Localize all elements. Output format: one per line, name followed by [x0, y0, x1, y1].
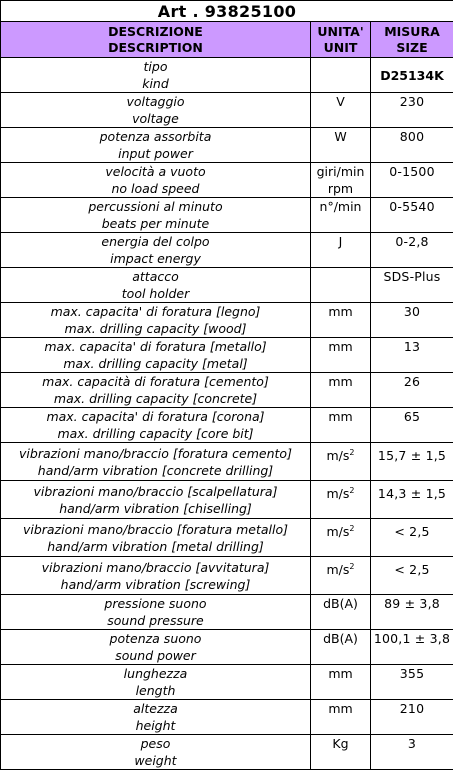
table-row	[1, 665, 453, 700]
value-text: 0-1500	[371, 163, 453, 180]
unit-value	[311, 523, 370, 540]
header-description-it: DESCRIZIONE	[1, 24, 310, 40]
unit-text: J	[339, 234, 343, 249]
description-it: max. capacita' di foratura [corona]	[1, 408, 310, 425]
description-en: hand/arm vibration [chiselling]	[1, 500, 310, 517]
unit-value	[311, 303, 370, 320]
value-text: 210	[371, 700, 453, 717]
description-it: max. capacita' di foratura [legno]	[1, 303, 310, 320]
value-text: 0-5540	[371, 198, 453, 215]
unit-text: mm	[328, 339, 352, 354]
unit-text: mm	[328, 374, 352, 389]
unit-value	[311, 595, 370, 612]
table-row	[1, 233, 453, 268]
unit-cell	[311, 303, 371, 338]
value-cell	[371, 128, 453, 163]
table-row	[1, 735, 453, 770]
unit-value	[311, 700, 370, 717]
header-description-en: DESCRIPTION	[1, 40, 310, 56]
article-title: Art . 93825100	[1, 1, 453, 22]
table-row	[1, 163, 453, 198]
description-it: pressione suono	[1, 595, 310, 612]
description-en: no load speed	[1, 180, 310, 197]
description-cell	[1, 665, 311, 700]
header-unit	[311, 22, 371, 58]
unit-cell	[311, 700, 371, 735]
description-en: kind	[1, 75, 310, 92]
unit-cell	[311, 268, 371, 303]
description-en: length	[1, 682, 310, 699]
description-cell	[1, 93, 311, 128]
unit-text: m/s	[327, 524, 350, 539]
unit-text: m/s	[327, 562, 350, 577]
title-row	[1, 1, 453, 22]
value-cell	[371, 163, 453, 198]
unit-value	[311, 735, 370, 752]
value-cell	[371, 735, 453, 770]
description-cell	[1, 519, 311, 557]
value-text: 230	[371, 93, 453, 110]
header-size	[371, 22, 453, 58]
unit-value	[311, 485, 370, 502]
description-en: input power	[1, 145, 310, 162]
value-cell	[371, 443, 453, 481]
description-it: potenza suono	[1, 630, 310, 647]
table-row	[1, 595, 453, 630]
value-text: 26	[371, 373, 453, 390]
description-cell	[1, 303, 311, 338]
description-en: hand/arm vibration [metal drilling]	[1, 538, 310, 555]
description-cell	[1, 735, 311, 770]
description-cell	[1, 268, 311, 303]
unit-cell	[311, 595, 371, 630]
description-cell	[1, 163, 311, 198]
description-it: altezza	[1, 700, 310, 717]
description-cell	[1, 630, 311, 665]
description-en: impact energy	[1, 250, 310, 267]
unit-value	[311, 373, 370, 390]
header-unit-it: UNITA'	[311, 24, 370, 40]
unit-text: m/s	[327, 486, 350, 501]
value-text: 0-2,8	[371, 233, 453, 250]
description-it: voltaggio	[1, 93, 310, 110]
description-en: beats per minute	[1, 215, 310, 232]
unit-text: dB(A)	[323, 631, 358, 646]
value-text: < 2,5	[371, 523, 453, 540]
unit-value	[311, 561, 370, 578]
unit-value	[311, 338, 370, 355]
value-text: 14,3 ± 1,5	[371, 485, 453, 502]
description-cell	[1, 481, 311, 519]
description-en: sound power	[1, 647, 310, 664]
description-cell	[1, 338, 311, 373]
header-unit-en: UNIT	[311, 40, 370, 56]
value-cell	[371, 595, 453, 630]
table-row	[1, 557, 453, 595]
unit-value	[311, 630, 370, 647]
unit-cell	[311, 233, 371, 268]
unit-value	[311, 198, 370, 215]
unit-cell	[311, 519, 371, 557]
table-row	[1, 700, 453, 735]
value-text: 89 ± 3,8	[371, 595, 453, 612]
unit-text: giri/min	[317, 164, 365, 179]
unit-cell	[311, 338, 371, 373]
value-cell	[371, 630, 453, 665]
value-text: < 2,5	[371, 561, 453, 578]
value-cell: D25134K	[371, 58, 453, 93]
description-it: max. capacita' di foratura [metallo]	[1, 338, 310, 355]
unit-text: m/s	[327, 448, 350, 463]
unit-superscript: 2	[349, 562, 354, 571]
value-cell	[371, 408, 453, 443]
table-row	[1, 519, 453, 557]
description-it: vibrazioni mano/braccio [foratura metallo]	[1, 521, 310, 538]
table-row	[1, 408, 453, 443]
description-it: velocità a vuoto	[1, 163, 310, 180]
value-text: 100,1 ± 3,8	[371, 630, 453, 647]
table-row	[1, 303, 453, 338]
table-row	[1, 338, 453, 373]
unit-text: mm	[328, 304, 352, 319]
unit-cell	[311, 630, 371, 665]
value-text: 13	[371, 338, 453, 355]
table-row	[1, 373, 453, 408]
unit-cell	[311, 557, 371, 595]
unit-cell	[311, 128, 371, 163]
value-cell	[371, 700, 453, 735]
unit-value	[311, 163, 370, 180]
description-it: vibrazioni mano/braccio [scalpellatura]	[1, 483, 310, 500]
unit-cell	[311, 373, 371, 408]
value-cell	[371, 557, 453, 595]
description-it: lunghezza	[1, 665, 310, 682]
value-cell	[371, 268, 453, 303]
description-cell	[1, 408, 311, 443]
description-en: max. drilling capacity [wood]	[1, 320, 310, 337]
value-cell	[371, 481, 453, 519]
unit-cell	[311, 198, 371, 233]
value-cell	[371, 338, 453, 373]
value-text: SDS-Plus	[371, 268, 453, 285]
unit-value	[311, 408, 370, 425]
value-cell	[371, 233, 453, 268]
unit-text: n°/min	[320, 199, 362, 214]
unit-text: mm	[328, 666, 352, 681]
value-cell	[371, 303, 453, 338]
description-en: hand/arm vibration [screwing]	[1, 576, 310, 593]
unit-cell	[311, 163, 371, 198]
unit-cell	[311, 443, 371, 481]
table-row	[1, 128, 453, 163]
header-size-it: MISURA	[371, 24, 453, 40]
description-it: peso	[1, 735, 310, 752]
unit-text: W	[334, 129, 346, 144]
value-text: 800	[371, 128, 453, 145]
value-cell	[371, 519, 453, 557]
unit-text: mm	[328, 409, 352, 424]
unit-cell	[311, 58, 371, 93]
description-en: tool holder	[1, 285, 310, 302]
unit-text: dB(A)	[323, 596, 358, 611]
value-text: 355	[371, 665, 453, 682]
unit-value	[311, 233, 370, 250]
header-row	[1, 22, 453, 58]
table-row	[1, 198, 453, 233]
value-text: 30	[371, 303, 453, 320]
unit-cell	[311, 481, 371, 519]
unit-value-secondary: rpm	[311, 180, 370, 197]
description-en: voltage	[1, 110, 310, 127]
value-cell	[371, 665, 453, 700]
description-it: max. capacità di foratura [cemento]	[1, 373, 310, 390]
unit-superscript: 2	[349, 486, 354, 495]
unit-cell	[311, 665, 371, 700]
unit-value	[311, 93, 370, 110]
description-cell	[1, 233, 311, 268]
description-it: vibrazioni mano/braccio [avvitatura]	[1, 559, 310, 576]
description-en: hand/arm vibration [concrete drilling]	[1, 462, 310, 479]
description-cell	[1, 58, 311, 93]
description-en: sound pressure	[1, 612, 310, 629]
value-cell	[371, 198, 453, 233]
description-it: vibrazioni mano/braccio [foratura cemento]	[1, 445, 310, 462]
description-it: tipo	[1, 58, 310, 75]
description-en: max. drilling capacity [concrete]	[1, 390, 310, 407]
description-cell	[1, 198, 311, 233]
unit-value	[311, 128, 370, 145]
unit-superscript: 2	[349, 448, 354, 457]
description-it: percussioni al minuto	[1, 198, 310, 215]
description-cell	[1, 595, 311, 630]
description-cell	[1, 373, 311, 408]
table-row	[1, 58, 453, 93]
value-cell	[371, 93, 453, 128]
description-en: max. drilling capacity [metal]	[1, 355, 310, 372]
description-it: attacco	[1, 268, 310, 285]
description-cell	[1, 128, 311, 163]
unit-text: Kg	[332, 736, 348, 751]
description-it: energia del colpo	[1, 233, 310, 250]
description-cell	[1, 443, 311, 481]
unit-text: V	[336, 94, 345, 109]
description-it: potenza assorbita	[1, 128, 310, 145]
description-en: weight	[1, 752, 310, 769]
value-text: 65	[371, 408, 453, 425]
header-description	[1, 22, 311, 58]
unit-cell	[311, 93, 371, 128]
header-size-en: SIZE	[371, 40, 453, 56]
table-row	[1, 481, 453, 519]
description-cell	[1, 557, 311, 595]
table-row	[1, 630, 453, 665]
description-cell	[1, 700, 311, 735]
description-en: height	[1, 717, 310, 734]
unit-cell	[311, 408, 371, 443]
table-row	[1, 93, 453, 128]
table-row	[1, 443, 453, 481]
value-text: 3	[371, 735, 453, 752]
value-text: 15,7 ± 1,5	[371, 447, 453, 464]
description-en: max. drilling capacity [core bit]	[1, 425, 310, 442]
unit-text: mm	[328, 701, 352, 716]
table-row	[1, 268, 453, 303]
value-cell	[371, 373, 453, 408]
unit-value	[311, 447, 370, 464]
unit-cell	[311, 735, 371, 770]
unit-value	[311, 665, 370, 682]
unit-superscript: 2	[349, 524, 354, 533]
